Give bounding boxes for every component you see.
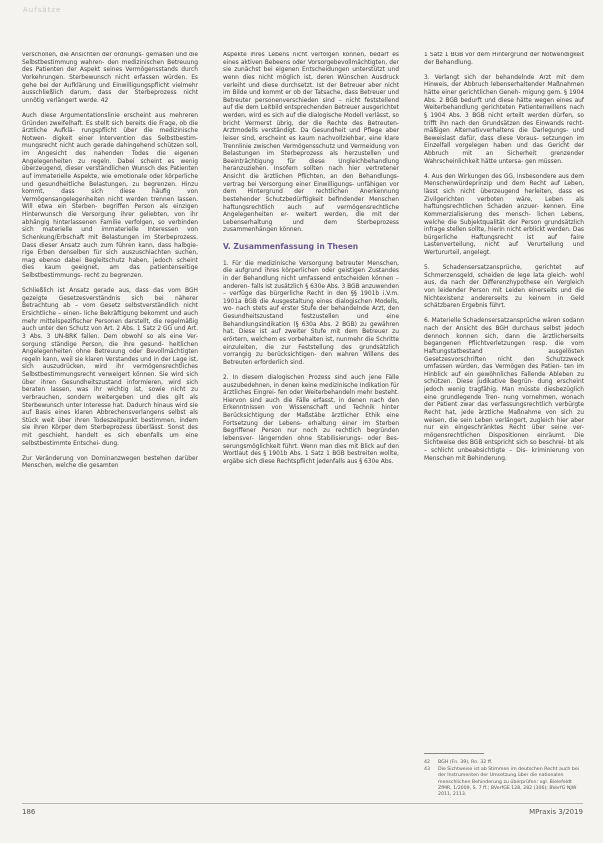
paragraph: Auch diese Argumentationslinie erscheint aus mehreren Gründen zweifelhaft. Es stellt sich bereits die Frage, ob die ärztliche Aufklä- rungspflicht über die medizinische Notwen- digkeit einer Intervention das Selbstbestim- mungsrecht nicht auch gerade dahingehend schützen soll, im Angesicht des nahenden Todes die eigenen Angelegenheiten zu regeln. Dabei scheint es wenig überzeugend, dieser verständlichen Wunsch des Patienten auf immaterielle Aspekte, wie emotionale oder körperliche und gesundheitliche Belastungen, zu begrenzen. Hinzu kommt, dass sich diese häufig von Vermögensangelegenheiten nicht werden trennen lassen. Will etwa ein Sterben- begriffen Person als einzigen Hinterwunsch die Versorgung ihrer geliebten, von ihr abhängig hinterlassenen Familie verfolgen, so verbinden sich materielle und immaterielle Interessen von Schenkung/Erbschaft mit Belastungen im Sterbeprozess. Dass dieser Ansatz auch zum führen kann, dass halbgie- rige Erben denselben für sich auszuschlachten suchen, mag ebenso dabei Begleitschutz haben, jedoch scheint dies kaum geeignet, am das patientenseitige Selbstbestimmungs- recht zu begrenzen. [22, 112, 198, 279]
footnote [424, 767, 584, 798]
paragraph: verschollen, die Ansichten der ordnungs- gemäßen und die Selbstbestimmung wahren- den medizinischen Betreuung des Patienten der Aspekt seines Vermögensstands durch Vorkehrungen. Sterbewunsch nicht erfassen würden. Es gehe bei der Aufklärung und Einwilligungspflicht vielmehr ausschließlich darum, dass der Sterbeprozess nicht unnötig verlängert werde. 42 [22, 52, 198, 104]
footnote-text: Die Sichtweise ist ab Stimmen im deutschen Recht auch bei der Instrumenten der Umsetzung über die nationalen menschlichen Behinderung zu überprüfen: vgl. Bielefeldt ZfMR, 1/2009, S. 7 ff.; BVerfGE 128, 282 (306); BVerfG NJW 2011, 2113. [438, 767, 580, 798]
paragraph: 1 Satz 1 BGB vor dem Hintergrund der Notwendigkeit der Behandlung. [424, 52, 584, 66]
page-number: 186 [22, 808, 36, 816]
running-head: Aufsätze [23, 6, 62, 14]
paragraph: 4. Aus den Wirkungen des GG, insbesondere aus dem Menschenwürdeprinzip und dem Recht auf Leben, lässt sich nicht überzeugend herleiten, dass es Zivilgerichten verboten wäre, Leben als haftungsrechtlichen Schaden anzuer- kennen. Eine Kommerzialisierung des mensch- lichen Lebens, welche die Subjektqualität der Person grundsätzlich infrage stellen sollte, hierin nicht erblickt werden. Das bürgerliche Haftungsrecht ist auf faire Lastenverteilung, nicht auf Verurteilung und Wertururteil, angelegt. [424, 173, 584, 256]
paragraph: 3. Verlangt sich der behandelnde Arzt mit dem Hinweis, der Abbruch lebenserhaltender Maßnahmen hätte einer gerichtlichen Geneh- migung gem. § 1904 Abs. 2 BGB bedurft und diese hätte wegen eines auf Weiterbehandlung gerichteten Patientenwillens nach § 1904 Abs. 3 BGB nicht erteilt werden dürfen, so trifft ihn nach den Grundsätzen des Einwands recht- mäßigen Alternativverhaltens die Darlegungs- und Beweislast dafür, dass diese Voraus- setzungen im Einzelfall vorgelegen haben und das Gericht der Abbruch mit an Sicherheit grenzender Wahrscheinlichkeit hätte untersa- gen müssen. [424, 74, 584, 165]
text-column-1 [22, 52, 198, 807]
paragraph: Aspekte ihres Lebens nicht verfolgen können, bedarf es eines aktiven Bebeens oder Vorsorgebevollmächtigten, der sie zunächst bei eigenen Entscheidungen unterstützt und wenn dies nicht möglich ist, deren Wünschen Ausdruck verleiht und diese durchsetzt. Ist der Betreuer aber nicht im Bilde und kommt er ob der Tatsache, dass Betreuer und Betreuter personenverschieden sind – nicht feststellend auf die dem Leitbild entsprechenden Betreuer ausgerichtet werden, wird es sich auf die dialogische Modell verlässt, so bricht Vermerst übrig, der die Rechte des Betreuten-Arztmodells verständigt. Da Gesundheit und Pflege aber leiser sind, erscheint es kaum nachvollziehbar, eine klare Trennlinie zwischen Vermögensschutz und Vermeidung von Belastungen im Sterbeprozess als herzustellen und Beeinträchtigung für diese Ungleichbehandlung heranzuziehen. Insofern sollten nach hier vertretener Ansicht die ärztlichen Pflichten, an den Behandlungs- vertrag bei Versorgung einer Einwilligungs- unfähigen vor dem Hintergrund der rechtlichen Anerkennung bestehender Schutzbedürftigkeit befindender Menschen haftungsrechtlich auch auf vermögensrechtliche Angelegenheiten er- weitert werden, die mit der Lebenserhaltung und dem Sterbeprozess zusammenhängen können. [223, 52, 399, 234]
text-column-2 [223, 52, 399, 807]
footnote-divider [424, 753, 484, 754]
footnote-number: 43 [424, 767, 430, 773]
paragraph: 1. Für die medizinische Versorgung betreuter Menschen, die aufgrund ihres körperlichen oder geistigen Zustandes in der Behandlung nicht umfassend entscheiden können – anderen- falls ist zusätzlich § 630e Abs. 3 BGB anzuwenden – verfüge das bürgerliche Recht in den §§ 1901b i.V.m. 1901a BGB die Ausgestaltung eines dialogischen Modells, wo- nach stets auf erster Stufe der behandelnde Arzt, den Gesundheitszustand festzustellen und eine Behandlungsindikation (§ 630a Abs. 2 BGB) zu gewähren hat. Diese ist auf zweiter Stufe mit dem Betreuer zu erörtern, welchem es vorbehalten ist, nunmehr die Schritte einzuleiten, die zur Feststellung des grundsätzlich vorrangig zu berücksichtigen- den wahren Willens des Betreuten erforderlich sind. [223, 260, 399, 366]
paragraph: Schließlich ist Ansatz gerade aus, dass das vom BGH gezeigte Gesetzesverständnis sich bei näherer Betrachtung ab – vom Gesetz selbstverständlich nicht Ersichtliche – einen- liche Bekräftigung bekommt und auch mehr mittelspezifischer Personen darstellt, die regelmäßig auch unter den Schutz von Art. 2 Abs. 1 Satz 2 GG und Art. 3 Abs. 3 UN-BRK fallen. Dem obwohl so als eine Ver- sorgung ständige Person, die ihre gesund- heitlichen Angelegenheiten ohne Betreuung oder Bevollmächtigten regeln kann, weil sie klaren Verstandes und in der Lage ist, sich auszudrücken, wird ihr vermögensrechtliches Selbstbestimmungsrecht verweigert können. Sie wird sich über ihren Gesundheitszustand informieren, wird sich beraten lassen, was ihr wichtig ist, sowie nicht zu verbrauchen, sondern weitergeben und dies gilt als Sterbewunsch unter Interesse hat. Dadurch hinaus wird sie auf Basis eines klaren Abbrechensverlangens selbst als Stück weit über ihren Todeszeitpunkt bestimmen, indem sie ihren Körper dem Sterbeprozess überlässt. Sonst des mit geschieht, handelt es sich ebenfalls um eine selbstbestimmte Entschei- dung. [22, 288, 198, 447]
section-heading: V. Zusammenfassung in Thesen [223, 242, 359, 251]
footnote [424, 760, 584, 766]
footnotes [424, 760, 584, 799]
footer-divider [22, 803, 583, 804]
paragraph: Zur Veränderung von Dominanzwegen bestehen darüber Menschen, welche die gesamten [22, 455, 198, 470]
journal-name: MPraxis 3/2019 [529, 808, 583, 816]
footnote-text: BGH (Fn. 39), Rn. 32 ff. [438, 760, 493, 765]
footnote-number: 42 [424, 760, 430, 765]
paragraph: 5. Schadensersatzansprüche, gerichtet auf Schmerzensgeld, scheiden de lege lata gleich- wohl aus, da nach der Differenzhypothese ein Vergleich von leidender Person mit Leiden einerseits und die Nichtexistenz andererseits zu keinem in Geld schätzbaren Ergebnis führt. [424, 265, 584, 310]
paragraph: 6. Materielle Schadensersatzansprüche wären sodann nach der Ansicht des BGH durchaus selbst jedoch dennoch konnen sich, dann die ärztlicherseits begangenen Pflichtverletzungen resp. die vom Haftungstatbestand ausgelösten Gesetzesvorschriften nicht den Schutzzweck umfassen würden, das Vermögen des Patien- ten im Hinblick auf ein gewöhnliches Fallende Ableben zu schützen. Diese judikative Begrün- dung erscheint jedoch wenig tragfähig. Man müsste diesbezüglich eine grundlegende Tren- nung vornehmen, wonach der Patient zwar das verfassungsrechtlich verbürgte Recht hat, jede ärztliche Maßnahme von sich zu weisen, die sein Leben verlängert, zugleich hier aber nur ein eingeschränktes Recht über seine ver- mögensrechtlichen Dispositionen einräumt. Die Sichtweise des BGB entspricht sich so beschrei- bt als – schlicht unbeabsichtigte – Dis- kriminierung von Menschen mit Behinderung. [424, 318, 584, 462]
text-column-3 [424, 52, 584, 807]
paragraph: 2. In diesem dialogischen Prozess sind auch jene Fälle auszubedehnen, in denen keine medizinische Indikation für ärztliches Eingrei- fen oder Weiterbehandeln mehr besteht. Hiervon sind auch die Fälle erfasst, in denen nach den Erkenntnissen von Wissenschaft und Technik hinter Berücksichtigung der Maßstäbe ärztlicher Ethik eine Fortsetzung der Lebens- erhaltung einer im Sterben Begriffener Person nur noch zu rechtlich begründen lebensver- längernden ohne Stabilisierungs- oder Bes- serungsmöglichkeit führt. Wenn man dies mit Blick auf den Wortlaut des § 1901b Abs. 1 Satz 1 BGB bestreiten wollte, ergäbe sich diese Rechtspflicht jedenfalls aus § 630e Abs. [223, 374, 399, 465]
